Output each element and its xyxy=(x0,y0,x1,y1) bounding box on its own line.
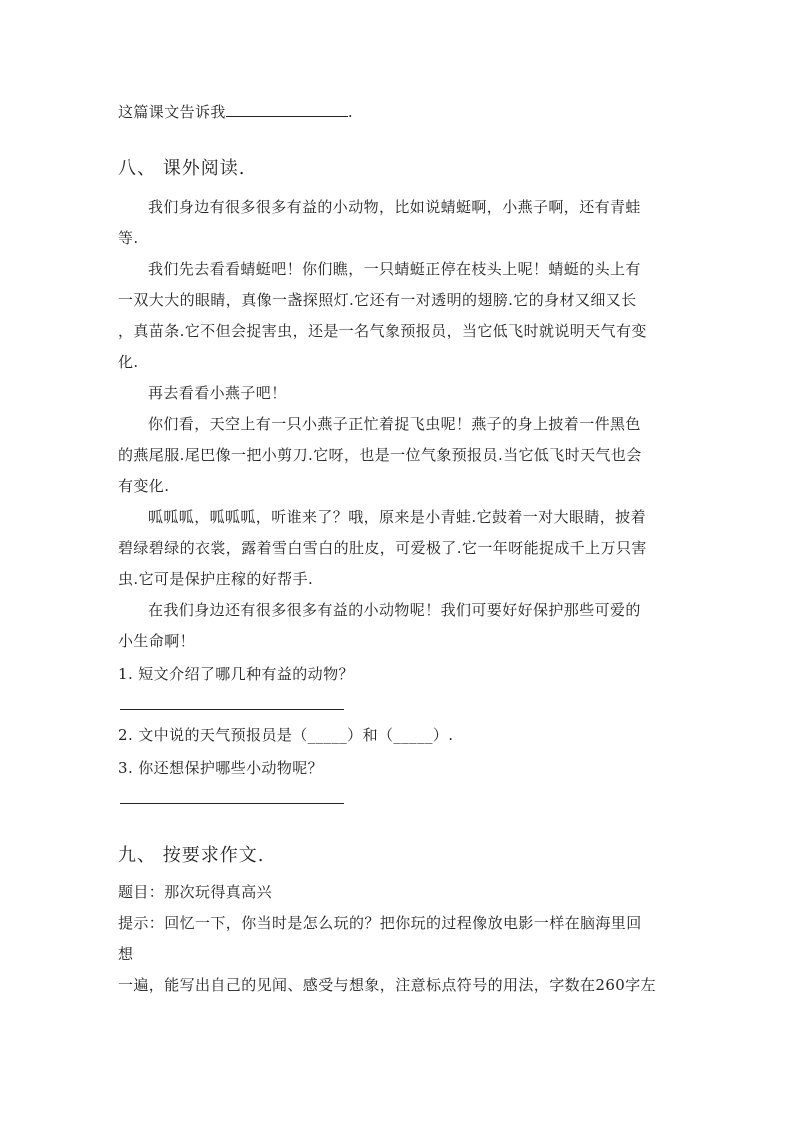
intro-fill-line xyxy=(118,103,353,121)
question-2: 2. 文中说的天气预报员是（_____）和（_____）. xyxy=(118,726,454,744)
passage-line: 碧绿碧绿的衣裳，露着雪白雪白的肚皮，可爱极了.它一年呀能捉成千上万只害 xyxy=(118,539,647,557)
answer-blank[interactable] xyxy=(226,104,348,117)
section-9-heading: 九、 按要求作文. xyxy=(118,845,265,866)
passage-line: 小生命啊！ xyxy=(118,632,196,650)
passage-line: 有变化. xyxy=(118,477,170,495)
passage-line: 一双大大的眼睛，真像一盏探照灯.它还有一对透明的翅膀.它的身材又细又长 xyxy=(118,291,637,309)
answer-line-3[interactable] xyxy=(120,803,344,804)
passage-line: 等. xyxy=(118,229,139,247)
passage-line: 的燕尾服.尾巴像一把小剪刀.它呀，也是一位气象预报员.当它低飞时天气也会 xyxy=(118,446,642,464)
question-1: 1. 短文介绍了哪几种有益的动物？ xyxy=(118,665,354,683)
passage-line: ，真苗条.它不但会捉害虫，还是一名气象预报员，当它低飞时就说明天气有变 xyxy=(118,322,647,340)
intro-suffix: . xyxy=(347,103,353,121)
section-8-heading: 八、 课外阅读. xyxy=(118,158,246,179)
essay-hint-line: 提示：回忆一下，你当时是怎么玩的？把你玩的过程像放电影一样在脑海里回 xyxy=(118,914,642,932)
answer-line-1[interactable] xyxy=(120,709,344,710)
passage-line: 我们身边有很多很多有益的小动物，比如说蜻蜓啊，小燕子啊，还有青蛙 xyxy=(148,198,641,216)
passage-line: 虫.它可是保护庄稼的好帮手. xyxy=(118,570,314,588)
essay-hint-line: 想 xyxy=(118,945,134,963)
passage-line: 再去看看小燕子吧！ xyxy=(148,384,287,402)
essay-hint-line: 一遍，能写出自己的见闻、感受与想象，注意标点符号的用法，字数在260字左 xyxy=(118,976,657,994)
passage-line: 我们先去看看蜻蜓吧！你们瞧，一只蜻蜓正停在枝头上呢！蜻蜓的头上有 xyxy=(148,260,641,278)
passage-line: 你们看，天空上有一只小燕子正忙着捉飞虫呢！燕子的身上披着一件黑色 xyxy=(148,415,641,433)
question-3: 3. 你还想保护哪些小动物呢？ xyxy=(118,759,324,777)
passage-line: 在我们身边还有很多很多有益的小动物呢！我们可要好好保护那些可爱的 xyxy=(148,601,641,619)
passage-line: 化. xyxy=(118,353,139,371)
essay-title: 题目：那次玩得真高兴 xyxy=(118,883,273,901)
passage-line: 呱呱呱，呱呱呱，听谁来了？哦，原来是小青蛙.它鼓着一对大眼睛，披着 xyxy=(148,508,646,526)
intro-prefix: 这篇课文告诉我 xyxy=(118,103,226,121)
